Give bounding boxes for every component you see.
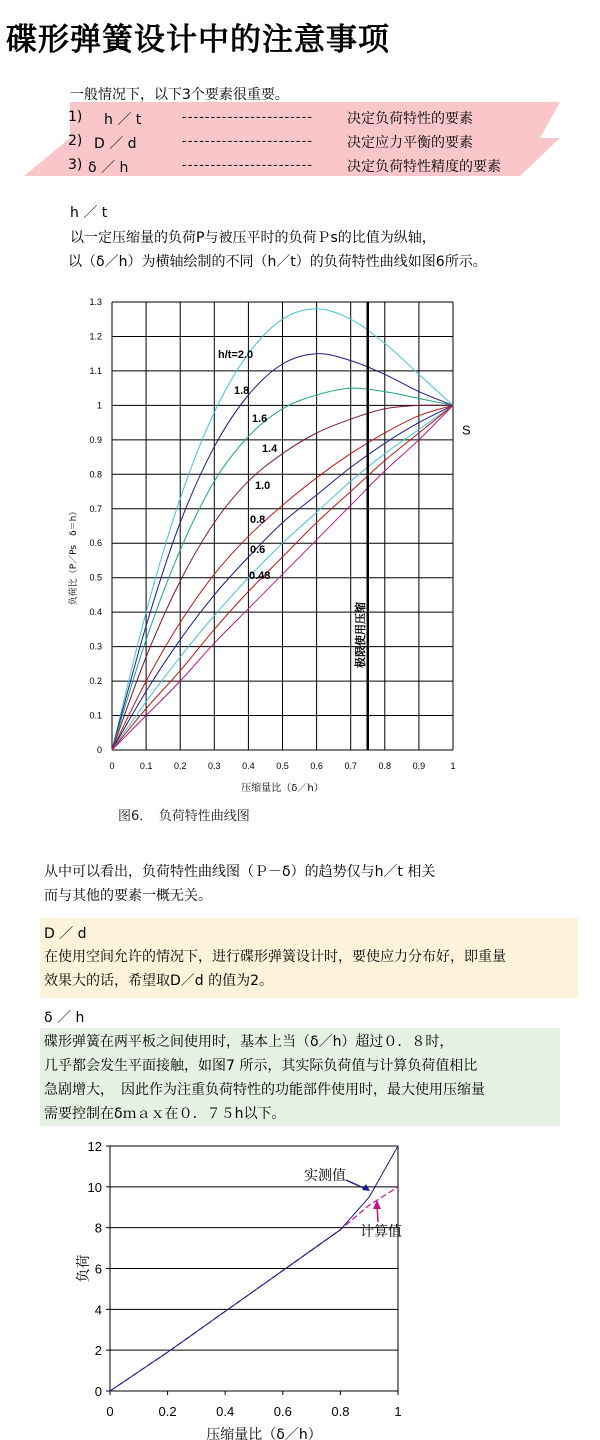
x-axis-label: 压缩量比（δ／h）: [241, 783, 324, 794]
figure6-caption: 图6． 负荷特性曲线图: [118, 809, 250, 824]
intro-lead: 一般情况下，以下3个要素很重要。: [70, 87, 289, 103]
y-tick-label: 6: [94, 1261, 102, 1277]
section-dh-line4: 需要控制在δｍａｘ在０．７５h以下。: [44, 1106, 286, 1122]
y-tick-label: 0.3: [89, 641, 102, 652]
series-line-calculated: [110, 1187, 398, 1391]
x-tick-label: 0: [109, 761, 115, 771]
item-description: 决定负荷特性精度的要素: [347, 159, 501, 175]
item-leader: -----------------------: [182, 110, 313, 125]
x-tick-label: 0.9: [412, 761, 426, 771]
item-symbol: h ／ t: [104, 112, 142, 128]
x-tick-label: 0.6: [310, 761, 323, 771]
item-leader: -----------------------: [182, 134, 313, 149]
x-tick-label: 0.2: [173, 761, 187, 771]
section-dh-line2: 几乎都会发生平面接触，如图7 所示，其实际负荷值与计算负荷值相比: [44, 1058, 478, 1074]
y-tick-label: 0: [96, 745, 102, 755]
section-Dd-line1: 在使用空间允许的情况下，进行碟形弹簧设计时，要使应力分布好，即重量: [44, 949, 506, 965]
series-label: 1.6: [252, 413, 268, 425]
series-label: 0.8: [250, 514, 266, 526]
y-tick-label: 0: [94, 1384, 102, 1399]
endpoint-label: S: [462, 422, 471, 438]
limit-line-label: 极限使用压缩: [353, 602, 367, 668]
x-tick-label: 1: [450, 761, 456, 771]
item-leader: -----------------------: [182, 158, 313, 173]
item-symbol: δ ／ h: [88, 160, 129, 176]
x-tick-label: 0.2: [158, 1404, 177, 1419]
section-Dd-line2: 效果大的话，希望取D／d 的值为2。: [44, 973, 274, 989]
x-axis-label: 压缩量比（δ／h）: [206, 1427, 322, 1440]
x-tick-label: 0.3: [208, 761, 221, 771]
item-number: 3): [68, 157, 83, 173]
y-tick-label: 8: [94, 1220, 102, 1236]
y-tick-label: 0.5: [89, 572, 102, 583]
item-number: 2): [68, 133, 83, 149]
section-ht-heading: h ／ t: [70, 205, 108, 221]
section-dh-line1: 碟形弹簧在两平板之间使用时，基本上当（δ／h）超过０．８时，: [44, 1034, 454, 1050]
x-tick-label: 0.5: [276, 761, 289, 771]
x-tick-label: 0.8: [331, 1404, 350, 1419]
y-tick-label: 0.6: [89, 538, 102, 549]
annotation-calculated: 计算值: [360, 1224, 402, 1240]
item-number: 1): [68, 109, 83, 125]
x-tick-label: 0.4: [216, 1404, 235, 1419]
y-axis-label: 负荷: [76, 1254, 92, 1283]
y-tick-label: 1.3: [89, 297, 102, 307]
annotation-measured: 实测值: [304, 1168, 346, 1184]
x-tick-label: 0.8: [378, 761, 392, 771]
series-label: h/t=2.0: [218, 349, 254, 361]
x-tick-label: 0.1: [139, 761, 153, 771]
y-tick-label: 0.2: [89, 676, 102, 687]
y-tick-label: 1: [96, 400, 102, 411]
y-tick-label: 10: [87, 1179, 102, 1195]
x-tick-label: 0.6: [273, 1404, 292, 1419]
y-tick-label: 0.1: [89, 710, 102, 721]
y-tick-label: 2: [94, 1343, 102, 1359]
series-label: 0.48: [249, 570, 271, 582]
y-tick-label: 12: [87, 1139, 102, 1154]
list-item: [68, 157, 82, 173]
y-tick-label: 1.1: [89, 365, 102, 376]
section-ht-line2: 以（δ／h）为横轴绘制的不同（h／t）的负荷特性曲线如图6所示。: [68, 254, 487, 270]
item-symbol: D ／ d: [94, 136, 137, 152]
series-label: 0.6: [250, 544, 266, 556]
item-description: 决定应力平衡的要素: [347, 135, 473, 151]
y-tick-label: 0.4: [89, 607, 102, 618]
series-label: 1.0: [255, 480, 271, 492]
y-tick-label: 4: [94, 1302, 102, 1318]
x-tick-label: 0: [106, 1404, 114, 1419]
y-tick-label: 0.8: [89, 469, 102, 480]
series-label: 1.4: [262, 443, 278, 455]
y-tick-label: 0.9: [89, 434, 102, 445]
section-Dd-heading: D ／ d: [44, 926, 87, 942]
item-description: 决定负荷特性的要素: [347, 111, 473, 127]
x-tick-label: 0.7: [344, 761, 357, 771]
figure6-chart: [0, 285, 600, 794]
y-tick-label: 0.7: [89, 503, 102, 514]
conclusion-line2: 而与其他的要素一概无关。: [44, 888, 212, 904]
list-item: [68, 133, 82, 149]
section-dh-line3: 急剧增大， 因此作为注重负荷特性的功能部件使用时，最大使用压缩量: [44, 1082, 485, 1098]
figure7-chart: [0, 1130, 600, 1440]
series-label: 1.8: [234, 385, 250, 397]
page-title: 碟形弹簧设计中的注意事项: [6, 22, 390, 58]
y-axis-label: 负荷比（P／Ps δ＝h）: [69, 506, 79, 606]
section-dh-heading: δ ／ h: [44, 1010, 85, 1026]
x-tick-label: 0.4: [242, 761, 255, 771]
list-item: [68, 109, 82, 125]
section-ht-line1: 以一定压缩量的负荷P与被压平时的负荷Ｐs的比值为纵轴，: [70, 230, 436, 246]
x-tick-label: 1: [394, 1404, 402, 1419]
y-tick-label: 1.2: [89, 331, 102, 342]
conclusion-line1: 从中可以看出，负荷特性曲线图（Ｐ－δ）的趋势仅与h／t 相关: [44, 864, 436, 880]
